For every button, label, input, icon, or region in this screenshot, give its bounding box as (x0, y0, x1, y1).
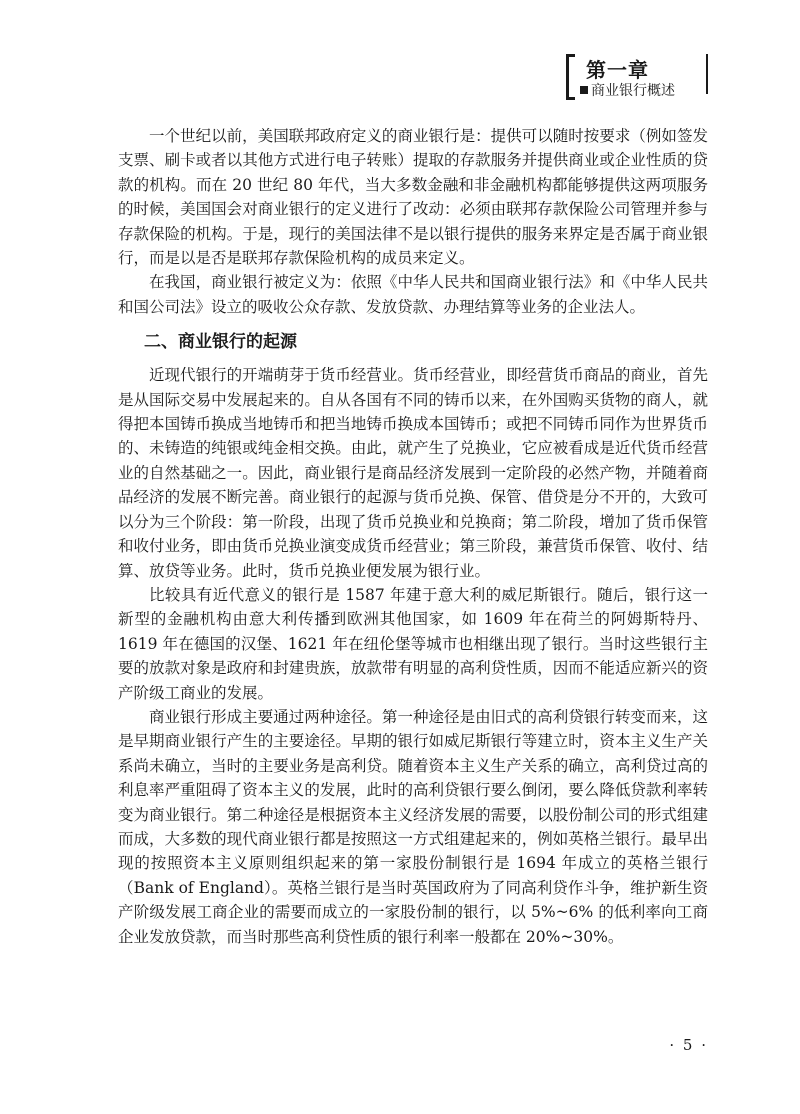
chapter-header (566, 50, 708, 98)
header-bracket-right (700, 54, 708, 94)
paragraph-china-definition: 在我国，商业银行被定义为：依照《中华人民共和国商业银行法》和《中华人民共和国公司法》设立的吸收公众存款、发放贷款、办理结算等业务的企业法人。 (118, 273, 708, 316)
square-bullet-icon (580, 86, 588, 94)
chapter-label: 第一章 (586, 58, 649, 82)
page-number: · 5 · (669, 1036, 708, 1054)
chapter-subtitle-text: 商业银行概述 (591, 83, 675, 99)
paragraph-two-paths: 商业银行形成主要通过两种途径。第一种途径是由旧式的高利贷银行转变而来，这是早期商业银行产生的主要途径。早期的银行如威尼斯银行等建立时，资本主义生产关系尚未确立，当时的主要业务是高利贷。随着资本主义生产关系的确立，高利贷过高的利息率严重阻碍了资本主义的发展，此时的高利贷银行要么倒闭，要么降低贷款利率转变为商业银行。第二种途径是根据资本主义经济发展的需要，以股份制公司的形式组建而成，大多数的现代商业银行都是按照这一方式组建起来的，例如英格兰银行。最早出现的按照资本主义原则组织起来的第一家股份制银行是 1694 年成立的英格兰银行（Bank of England）。英格兰银行是当时英国政府为了同高利贷作斗争，维护新生资产阶级发展工商企业的需要而成立的一家股份制的银行，以 5%~6% 的低利率向工商企业发放贷款，而当时那些高利贷性质的银行利率一般都在 20%~30%。 (118, 707, 708, 946)
page-body (118, 124, 708, 949)
paragraph-venice-bank: 比较具有近代意义的银行是 1587 年建于意大利的威尼斯银行。随后，银行这一新型的金融机构由意大利传播到欧洲其他国家，如 1609 年在荷兰的阿姆斯特丹、1619 年在德国的汉堡、1621 年在纽伦堡等城市也相继出现了银行。当时这些银行主要的放款对象是政府和封建贵族，放款带有明显的高利贷性质，因而不能适应新兴的资产阶级工商业的发展。 (118, 585, 708, 702)
paragraph-us-definition: 一个世纪以前，美国联邦政府定义的商业银行是：提供可以随时按要求（例如签发支票、刷卡或者以其他方式进行电子转账）提取的存款服务并提供商业或企业性质的贷款的机构。而在 20 世纪 80 年代，当大多数金融和非金融机构都能够提供这两项服务的时候，美国国会对商业银行的定义进行了改动：必须由联邦存款保险公司管理并参与存款保险的机构。于是，现行的美国法律不是以银行提供的服务来界定是否属于商业银行，而是以是否是联邦存款保险机构的成员来定义。 (118, 127, 708, 268)
chapter-subtitle (580, 80, 675, 100)
section-heading: 二、商业银行的起源 (144, 332, 297, 353)
header-bracket-left (566, 54, 575, 100)
paragraph-origin-money-exchange: 近现代银行的开端萌芽于货币经营业。货币经营业，即经营货币商品的商业，首先是从国际交易中发展起来的。自从各国有不同的铸币以来，在外国购买货物的商人，就得把本国铸币换成当地铸币和把当地铸币换成本国铸币；或把不同铸币同作为世界货币的、未铸造的纯银或纯金相交换。由此，就产生了兑换业，它应被看成是近代货币经营业的自然基础之一。因此，商业银行是商品经济发展到一定阶段的必然产物，并随着商品经济的发展不断完善。商业银行的起源与货币兑换、保管、借贷是分不开的，大致可以分为三个阶段：第一阶段，出现了货币兑换业和兑换商；第二阶段，增加了货币保管和收付业务，即由货币兑换业演变成货币经营业；第三阶段，兼营货币保管、收付、结算、放贷等业务。此时，货币兑换业便发展为银行业。 (118, 366, 708, 580)
